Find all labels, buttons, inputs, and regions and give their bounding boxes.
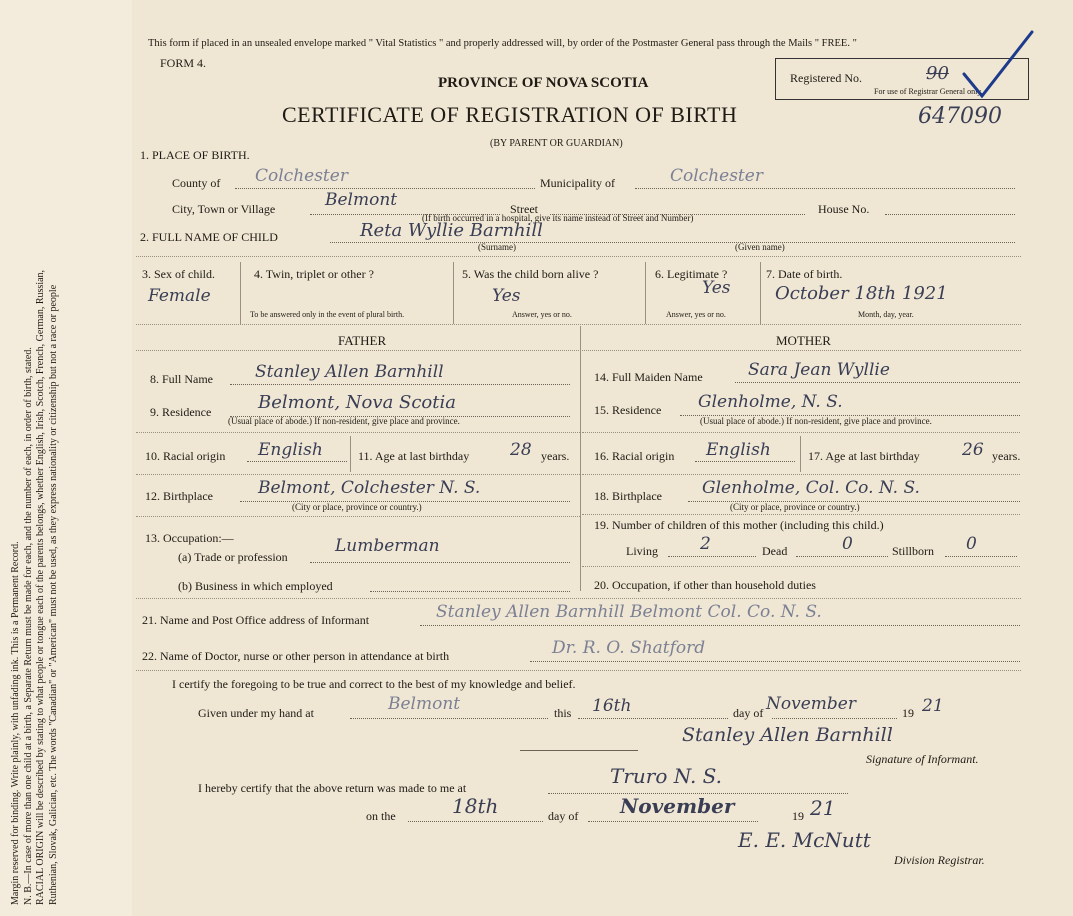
stillborn-value: 0 bbox=[966, 534, 977, 554]
given-place-value: Belmont bbox=[388, 694, 461, 714]
registered-value: 90 bbox=[926, 63, 949, 84]
registered-label: Registered No. bbox=[790, 71, 862, 85]
house-number-label: House No. bbox=[818, 202, 870, 216]
county-value: Colchester bbox=[255, 166, 348, 186]
living-label: Living bbox=[626, 544, 658, 558]
mother-age-label: 17. Age at last birthday bbox=[808, 449, 920, 463]
alive-value: Yes bbox=[492, 286, 521, 306]
father-years-label: years. bbox=[541, 449, 570, 463]
father-heading: FATHER bbox=[338, 333, 387, 348]
father-birthplace-note: (City or place, province or country.) bbox=[292, 502, 422, 512]
trade-label: (a) Trade or profession bbox=[178, 550, 288, 564]
doctor-value: Dr. R. O. Shatford bbox=[552, 638, 706, 658]
registrar-signature-label: Division Registrar. bbox=[894, 853, 985, 867]
father-residence-value: Belmont, Nova Scotia bbox=[258, 392, 456, 413]
given-label: Given under my hand at bbox=[198, 706, 314, 720]
twin-label: 4. Twin, triplet or other ? bbox=[254, 267, 374, 281]
mother-name-label: 14. Full Maiden Name bbox=[594, 370, 703, 384]
municipality-value: Colchester bbox=[670, 166, 763, 186]
legitimate-note: Answer, yes or no. bbox=[666, 310, 726, 319]
legitimate-value: Yes bbox=[702, 278, 731, 298]
county-label: County of bbox=[172, 176, 221, 190]
mother-occupation-label: 20. Occupation, if other than household duties bbox=[594, 578, 816, 592]
registration-month-value: November bbox=[620, 794, 735, 818]
certify-year-prefix: 19 bbox=[902, 706, 914, 720]
mother-residence-label: 15. Residence bbox=[594, 403, 662, 417]
mother-years-label: years. bbox=[992, 449, 1021, 463]
certify-statement: I certify the foregoing to be true and correct to the best of my knowledge and belief. bbox=[172, 677, 576, 691]
page-title: CERTIFICATE OF REGISTRATION OF BIRTH bbox=[282, 102, 738, 127]
business-label: (b) Business in which employed bbox=[178, 579, 333, 593]
father-racial-value: English bbox=[258, 440, 323, 460]
city-label: City, Town or Village bbox=[172, 202, 276, 216]
registrar-note: For use of Registrar General only. bbox=[874, 87, 983, 96]
informant-value: Stanley Allen Barnhill Belmont Col. Co. N. S. bbox=[436, 602, 822, 622]
mother-abode-note: (Usual place of abode.) If non-resident, give place and province. bbox=[700, 416, 932, 426]
birth-date-label: 7. Date of birth. bbox=[766, 267, 843, 281]
mother-racial-value: English bbox=[706, 440, 771, 460]
informant-label: 21. Name and Post Office address of Informant bbox=[142, 613, 370, 627]
certify-month-value: November bbox=[766, 694, 856, 714]
given-name-note: (Given name) bbox=[735, 242, 785, 252]
checkmark-icon bbox=[960, 26, 1040, 101]
father-racial-label: 10. Racial origin bbox=[145, 449, 226, 463]
hospital-note: (If birth occurred in a hospital, give its name instead of Street and Number) bbox=[422, 213, 694, 223]
registration-place-value: Truro N. S. bbox=[610, 764, 723, 788]
mother-age-value: 26 bbox=[962, 440, 984, 460]
margin-notes bbox=[10, 15, 60, 905]
mother-residence-value: Glenholme, N. S. bbox=[698, 392, 843, 412]
legitimate-label: 6. Legitimate ? bbox=[655, 267, 728, 281]
father-name-label: 8. Full Name bbox=[150, 372, 213, 386]
certify-dayof-label: day of bbox=[733, 706, 764, 720]
birth-date-value: October 18th 1921 bbox=[775, 283, 948, 304]
registrar-signature: E. E. McNutt bbox=[738, 828, 871, 852]
sex-label: 3. Sex of child. bbox=[142, 267, 215, 281]
doctor-label: 22. Name of Doctor, nurse or other person in attendance at birth bbox=[142, 649, 450, 663]
father-occupation-label: 13. Occupation:— bbox=[145, 531, 234, 545]
registration-year-value: 21 bbox=[810, 796, 836, 820]
surname-note: (Surname) bbox=[478, 242, 516, 252]
page-subtitle: (BY PARENT OR GUARDIAN) bbox=[490, 138, 623, 149]
mother-birthplace-value: Glenholme, Col. Co. N. S. bbox=[702, 478, 920, 498]
sex-value: Female bbox=[148, 286, 211, 306]
father-age-label: 11. Age at last birthday bbox=[358, 449, 470, 463]
mother-racial-label: 16. Racial origin bbox=[594, 449, 675, 463]
this-label: this bbox=[554, 706, 572, 720]
margin-note-racial-cont: Ruthenian, Slovak, Galician, etc. The words "Canadian" or "American" must not be used, as they express nationality or citizenship but not a race or people bbox=[47, 284, 59, 905]
registrar-statement: I hereby certify that the above return was made to me at bbox=[198, 781, 467, 795]
birth-date-note: Month, day, year. bbox=[858, 310, 914, 319]
father-age-value: 28 bbox=[510, 440, 532, 460]
on-the-label: on the bbox=[366, 809, 396, 823]
city-value: Belmont bbox=[325, 190, 398, 210]
stillborn-label: Stillborn bbox=[892, 544, 935, 558]
certify-day-value: 16th bbox=[592, 696, 632, 716]
margin-note-plural: N. B.—In case of more than one child at a birth, a Separate Return must be made for each, and the number of each, in order of birth, stated. bbox=[22, 347, 34, 905]
child-name-value: Reta Wyllie Barnhill bbox=[360, 220, 543, 241]
informant-signature: Stanley Allen Barnhill bbox=[682, 724, 893, 746]
municipality-label: Municipality of bbox=[540, 176, 615, 190]
twin-note: To be answered only in the event of plural birth. bbox=[250, 310, 405, 319]
dead-label: Dead bbox=[762, 544, 788, 558]
binding-margin bbox=[0, 0, 132, 916]
margin-note-racial: RACIAL ORIGIN will be described by stating to what people or tongue each of the parents belongs, whether English, Irish, Scotch, French, German, Russian, bbox=[35, 269, 46, 905]
living-value: 2 bbox=[700, 534, 711, 554]
street-label: Street bbox=[510, 202, 538, 216]
father-residence-label: 9. Residence bbox=[150, 405, 212, 419]
registration-dayof-label: day of bbox=[548, 809, 579, 823]
mother-birthplace-label: 18. Birthplace bbox=[594, 489, 662, 503]
registration-day-value: 18th bbox=[452, 794, 499, 818]
registration-year-prefix: 19 bbox=[792, 809, 804, 823]
father-abode-note: (Usual place of abode.) If non-resident, give place and province. bbox=[228, 416, 460, 426]
father-birthplace-label: 12. Birthplace bbox=[145, 489, 213, 503]
certify-year-value: 21 bbox=[922, 696, 944, 716]
mail-notice: This form if placed in an unsealed envelope marked " Vital Statistics " and properly addressed will, by order of the Postmaster General pass through the Mails " FREE. " bbox=[148, 38, 857, 49]
children-count-label: 19. Number of children of this mother (including this child.) bbox=[594, 518, 884, 532]
dead-value: 0 bbox=[842, 534, 853, 554]
province-heading: PROVINCE OF NOVA SCOTIA bbox=[438, 75, 649, 91]
margin-note-binding: Margin reserved for binding. Write plainly, with unfading ink. This is a Permanent Record. bbox=[10, 541, 21, 905]
mother-heading: MOTHER bbox=[776, 333, 831, 348]
form-number: FORM 4. bbox=[160, 56, 207, 70]
informant-signature-label: Signature of Informant. bbox=[866, 752, 979, 766]
father-birthplace-value: Belmont, Colchester N. S. bbox=[258, 478, 481, 498]
mother-name-value: Sara Jean Wyllie bbox=[748, 360, 890, 380]
trade-value: Lumberman bbox=[335, 536, 440, 556]
place-of-birth-heading: 1. PLACE OF BIRTH. bbox=[140, 148, 250, 162]
child-name-label: 2. FULL NAME OF CHILD bbox=[140, 230, 278, 244]
alive-note: Answer, yes or no. bbox=[512, 310, 572, 319]
file-number: 647090 bbox=[918, 104, 1002, 129]
alive-label: 5. Was the child born alive ? bbox=[462, 267, 599, 281]
mother-birthplace-note: (City or place, province or country.) bbox=[730, 502, 860, 512]
father-name-value: Stanley Allen Barnhill bbox=[255, 362, 444, 382]
